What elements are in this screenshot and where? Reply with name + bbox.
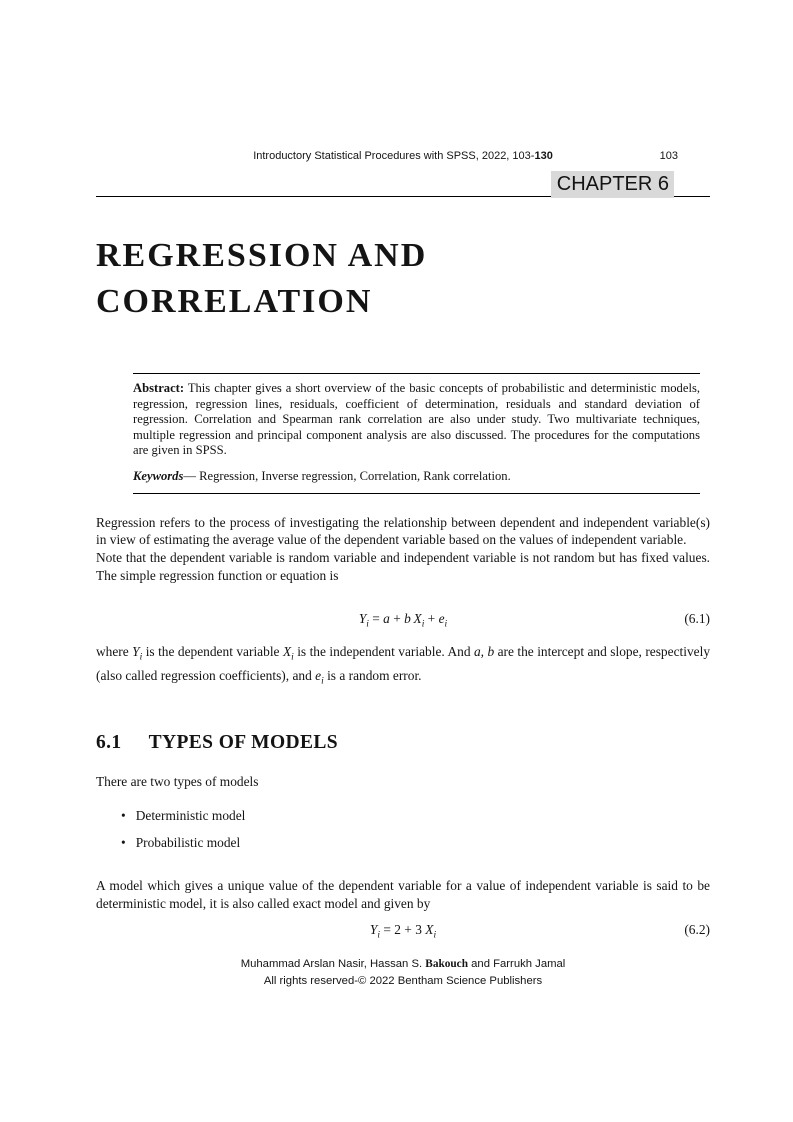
section-heading-6-1	[96, 731, 710, 753]
chapter-title	[96, 233, 710, 325]
list-item-deterministic	[121, 807, 710, 825]
equation-6-1	[96, 610, 710, 634]
footer-rights: All rights reserved-© 2022 Bentham Science Publishers	[263, 974, 543, 987]
page-number: 103	[659, 150, 678, 162]
section-title: TYPES OF MODELS	[148, 731, 339, 753]
running-title	[253, 150, 553, 162]
list-item-label: Probabilistic model	[135, 834, 241, 850]
running-header	[96, 150, 710, 164]
chapter-title-line1: REGRESSION AND	[96, 237, 428, 274]
section-number: 6.1	[96, 731, 122, 753]
keywords-line	[133, 469, 700, 485]
paragraph-regression-intro: Regression refers to the process of investigating the relationship between dependent and independent variable(s) in view of estimating the average value of the dependent variable based on the values of independent variable.	[96, 514, 710, 548]
equation-6-2-number: (6.2)	[684, 921, 710, 937]
abstract-paragraph	[133, 381, 700, 459]
running-title-text: Introductory Statistical Procedures with SPSS, 2022, 103-	[253, 150, 535, 162]
list-item-probabilistic	[121, 834, 710, 852]
keywords-label: Keywords	[133, 468, 184, 483]
chapter-label: CHAPTER 6	[551, 171, 674, 198]
abstract-text: This chapter gives a short overview of the basic concepts of probabilistic and deterministic models, regression, regression lines, residuals, coefficient of determination, residuals and standard deviation of regression. Correlation and Spearman rank correlation are also under study. Two multivariate techniques, multiple regression and principal component analysis are also discussed. The procedures for the computations are given in SPSS.	[133, 381, 700, 458]
keywords-text: — Regression, Inverse regression, Correlation, Rank correlation.	[183, 468, 511, 483]
models-list	[96, 807, 710, 851]
paragraph-where: where $Y_i$ is the dependent variable $X_i$ is the independent variable. And a, b are the intercept and slope, respectively (also called regression coefficients), and $e_i$ is a random error.	[96, 643, 711, 687]
chapter-title-line2: CORRELATION	[96, 283, 373, 320]
equation-6-2	[96, 921, 710, 945]
equation-6-1-body: $Y_i = a + b$ $X_i + e_i$	[358, 611, 448, 631]
list-item-label: Deterministic model	[135, 807, 246, 823]
paragraph-two-types: There are two types of models	[96, 774, 259, 790]
equation-6-2-body: $Y_i = 2 + 3$ $X_i$	[369, 921, 437, 941]
equation-6-1-number: (6.1)	[684, 611, 710, 627]
bullet-icon: •	[121, 807, 126, 823]
running-title-pages: 130	[534, 150, 553, 162]
body-text	[96, 514, 710, 946]
abstract-block	[133, 373, 700, 494]
footer-author-bold: Bakouch	[425, 958, 468, 971]
paragraph-note: Note that the dependent variable is random variable and independent variable is not random but has fixed values. The simple regression function or equation is	[96, 549, 710, 583]
page-content	[96, 0, 710, 989]
page-footer	[96, 956, 710, 989]
bullet-icon: •	[121, 834, 126, 850]
footer-authors: Muhammad Arslan Nasir, Hassan S. Bakouch and Farrukh Jamal	[240, 958, 566, 971]
chapter-row	[96, 171, 710, 198]
abstract-label: Abstract:	[133, 381, 185, 395]
paragraph-deterministic-model: A model which gives a unique value of the dependent variable for a value of independent variable is said to be deterministic model, it is also called exact model and given by	[96, 878, 710, 912]
